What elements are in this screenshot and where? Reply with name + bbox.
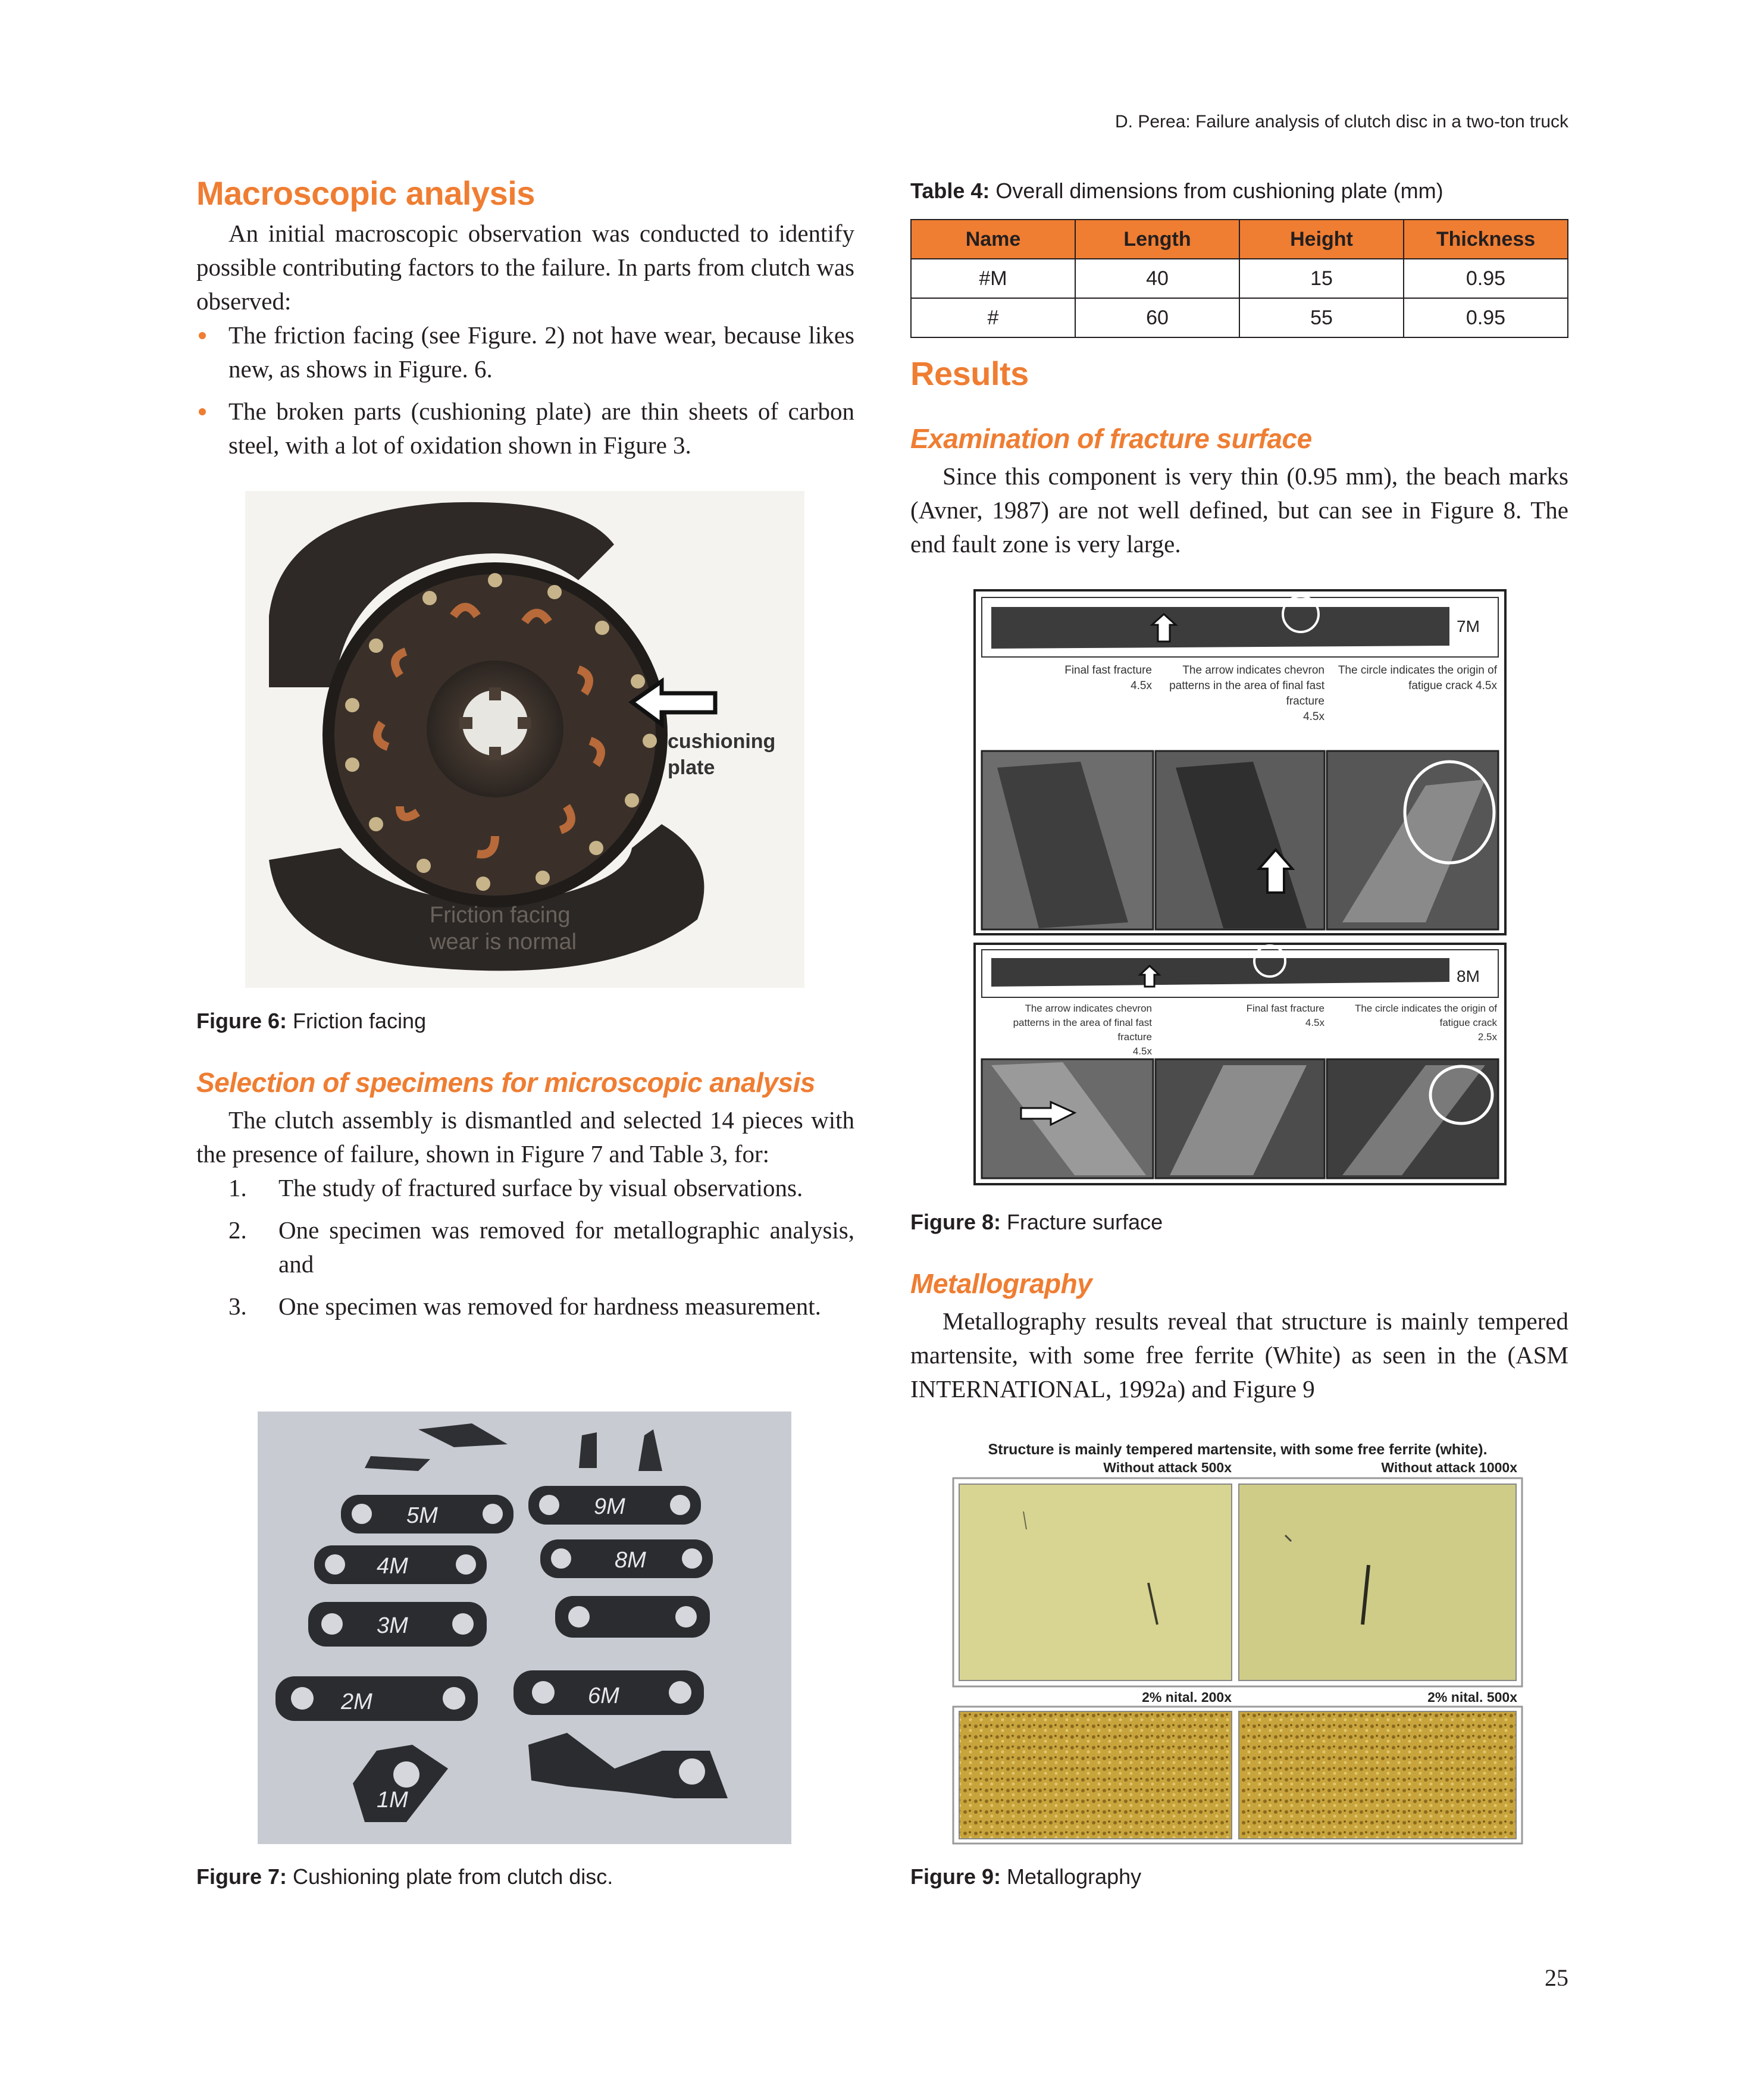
- metallography-title: Structure is mainly tempered martensite, with some free ferrite (white).: [988, 1441, 1488, 1458]
- table-cell: #M: [911, 259, 1075, 298]
- heading-results: Results: [910, 355, 1029, 392]
- metallography-text: Metallography results reveal that structure is mainly tempered martensite, with some free ferrite (White) as seen in the (ASM INTERNATIONAL, 1992a) and Figure 9: [910, 1307, 1568, 1403]
- plate-label: 8M: [615, 1548, 646, 1573]
- note-text: 4.5x: [1132, 1046, 1152, 1057]
- table-cell: 60: [1075, 298, 1239, 337]
- bullet-item: The friction facing (see Figure. 2) not have wear, because likes new, as shows in Figure. 6.: [196, 318, 854, 386]
- heading-examination-fracture: Examination of fracture surface: [910, 423, 1312, 454]
- note-text: fracture: [1286, 695, 1324, 708]
- table-cell: 55: [1239, 298, 1404, 337]
- note-text: fracture: [1117, 1031, 1152, 1043]
- table-cell: #: [911, 298, 1075, 337]
- note-text: patterns in the area of final fast: [1013, 1017, 1152, 1028]
- table-cell: 0.95: [1404, 259, 1568, 298]
- dimensions-table: [910, 219, 1568, 338]
- selection-section: [196, 1103, 854, 1332]
- note-text: 4.5x: [1303, 711, 1324, 723]
- heading-metallography: Metallography: [910, 1268, 1092, 1299]
- macroscopic-section: [196, 217, 854, 471]
- plate-label: 5M: [406, 1503, 438, 1528]
- plate-label: 2M: [341, 1689, 372, 1714]
- examination-text: Since this component is very thin (0.95 mm), the beach marks (Avner, 1987) are not well defined, but can see in Figure 8. The end fault zone is very large.: [910, 462, 1568, 558]
- label-plate: plate: [668, 756, 715, 779]
- figure-6-caption: Figure 6: Friction facing: [196, 1009, 427, 1033]
- label-cushioning: cushioning: [668, 730, 776, 753]
- heading-selection-specimens: Selection of specimens for microscopic analysis: [196, 1067, 816, 1098]
- bullet-dot-icon: [199, 408, 206, 415]
- selection-list: [196, 1171, 854, 1323]
- note-text: Final fast fracture: [1064, 664, 1152, 677]
- table-cell: 15: [1239, 259, 1404, 298]
- table-row: [911, 298, 1568, 337]
- note-text: fatigue crack: [1439, 1017, 1497, 1028]
- col-header: Length: [1075, 220, 1239, 259]
- note-text: Final fast fracture: [1246, 1003, 1324, 1014]
- col-header: Name: [911, 220, 1075, 259]
- table-cell: 0.95: [1404, 298, 1568, 337]
- metallography-section: [910, 1304, 1568, 1406]
- note-text: 4.5x: [1131, 680, 1152, 692]
- specimen-tag-8m: 8M: [1457, 967, 1480, 985]
- col-header: Height: [1239, 220, 1404, 259]
- figure-6-image: [245, 491, 804, 988]
- table-header-row: [911, 220, 1568, 259]
- selection-intro: The clutch assembly is dismantled and selected 14 pieces with the presence of failure, shown in Figure 7 and Table 3, for:: [196, 1106, 854, 1168]
- macroscopic-intro: An initial macroscopic observation was conducted to identify possible contributing factors to the failure. In parts from clutch was observed:: [196, 220, 854, 315]
- col-header: Thickness: [1404, 220, 1568, 259]
- plate-label: 1M: [377, 1788, 408, 1813]
- table-4-caption: Table 4: Overall dimensions from cushioning plate (mm): [910, 179, 1443, 203]
- note-text: The circle indicates the origin of: [1338, 664, 1497, 677]
- running-head: D. Perea: Failure analysis of clutch disc in a two-ton truck: [1115, 112, 1568, 132]
- list-item: 3. One specimen was removed for hardness measurement.: [228, 1292, 821, 1320]
- examination-section: [910, 459, 1568, 561]
- clutch-disc-photo: [245, 491, 804, 988]
- fracture-surface-photos: [973, 589, 1507, 1185]
- plate-label: 9M: [594, 1494, 625, 1519]
- figure-8-image: [973, 589, 1507, 1185]
- table-cell: 40: [1075, 259, 1239, 298]
- table-row: [911, 259, 1568, 298]
- macroscopic-bullets: [196, 318, 854, 462]
- bullet-dot-icon: [199, 332, 206, 339]
- label-without-attack-500x: Without attack 500x: [1103, 1460, 1232, 1475]
- figure-7-caption: Figure 7: Cushioning plate from clutch disc.: [196, 1864, 613, 1889]
- list-item: 2. One specimen was removed for metallographic analysis, and: [228, 1216, 854, 1278]
- label-nital-200x: 2% nital. 200x: [1142, 1689, 1232, 1705]
- plate-label: 6M: [588, 1683, 619, 1708]
- note-text: fatigue crack 4.5x: [1408, 680, 1497, 692]
- note-text: 2.5x: [1477, 1031, 1497, 1043]
- note-text: patterns in the area of final fast: [1169, 680, 1324, 692]
- note-text: 4.5x: [1305, 1017, 1324, 1028]
- plate-label: 4M: [377, 1554, 408, 1579]
- note-text: The arrow indicates chevron: [1182, 664, 1324, 677]
- label-nital-500x: 2% nital. 500x: [1427, 1689, 1517, 1705]
- note-text: The arrow indicates chevron: [1025, 1003, 1152, 1014]
- figure-8-caption: Figure 8: Fracture surface: [910, 1210, 1163, 1234]
- page-number: 25: [1545, 1964, 1568, 1991]
- figure-7-image: [258, 1412, 791, 1844]
- label-wear-normal: wear is normal: [430, 929, 577, 954]
- plate-label: 3M: [377, 1613, 408, 1638]
- bullet-item: The broken parts (cushioning plate) are thin sheets of carbon steel, with a lot of oxidation shown in Figure 3.: [196, 395, 854, 462]
- label-without-attack-1000x: Without attack 1000x: [1381, 1460, 1517, 1475]
- note-text: The circle indicates the origin of: [1354, 1003, 1497, 1014]
- figure-9-image: [952, 1434, 1523, 1845]
- heading-macroscopic-analysis: Macroscopic analysis: [196, 174, 535, 212]
- figure-9-caption: Figure 9: Metallography: [910, 1864, 1142, 1889]
- metallography-photos: [952, 1434, 1523, 1845]
- cushioning-plates-photo: [258, 1412, 791, 1844]
- list-item: 1. The study of fractured surface by visual observations.: [228, 1174, 803, 1201]
- specimen-tag-7m: 7M: [1457, 617, 1480, 636]
- label-friction-facing: Friction facing: [430, 903, 571, 928]
